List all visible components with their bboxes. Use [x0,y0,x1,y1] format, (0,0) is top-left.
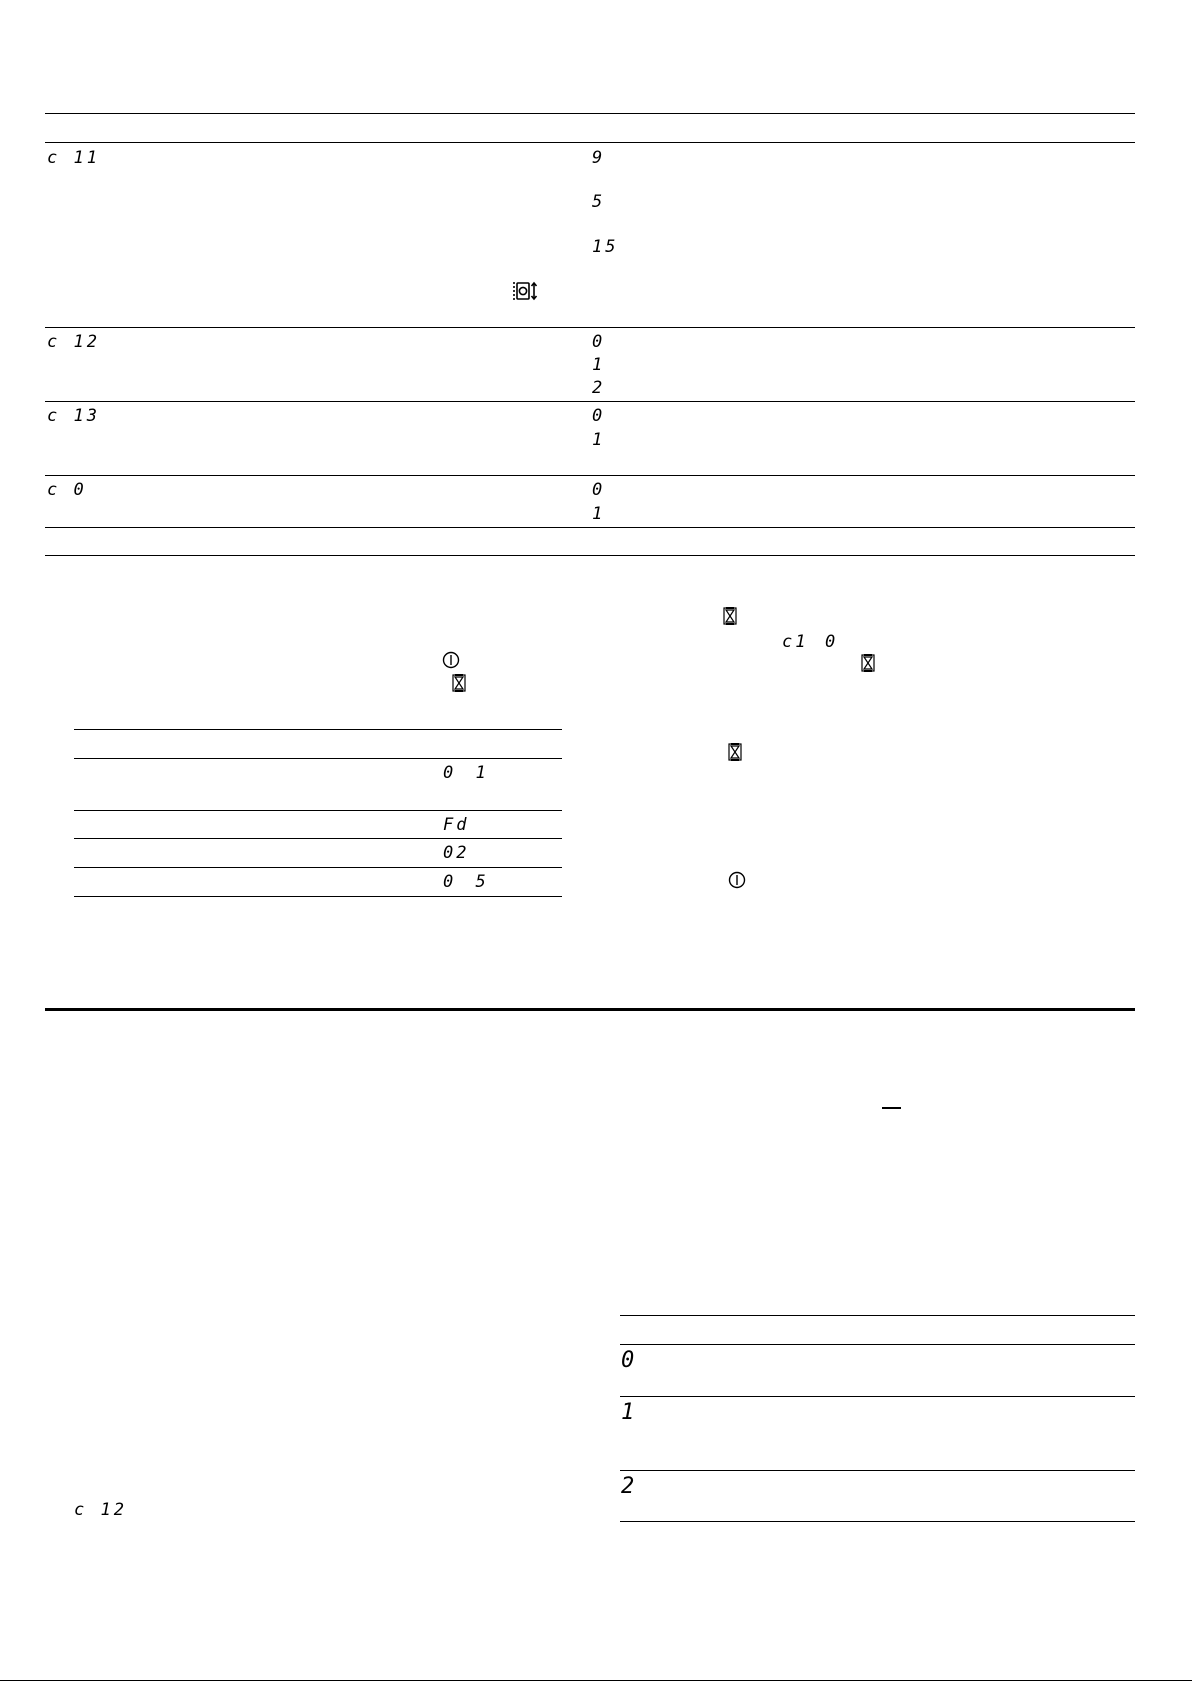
small-table-top-rule [74,729,562,730]
small-table-row-rule [74,810,562,811]
table-row-rule [45,475,1135,476]
small-table-value: 02 [443,843,470,863]
setting-value: 1 [592,355,606,375]
setting-code-c12: c 12 [47,332,100,352]
setting-code-c11: c 11 [47,148,100,168]
small-table-value: Fd [443,815,470,835]
setting-value: 0 [592,406,606,426]
hourglass-icon [452,674,466,692]
table-bottom-rule [45,555,1135,556]
setting-value: 2 [592,378,606,398]
step-code-c1: c1 [782,632,809,652]
step-code-0: 0 [825,632,839,652]
option-value: 0 [621,1348,638,1373]
hourglass-icon [728,743,742,761]
table-bottom-rule [45,527,1135,528]
table-top-rule [45,113,1135,114]
small-table-row-rule [74,867,562,868]
power-icon [442,651,460,669]
power-icon [728,871,746,889]
table-header-rule [45,142,1135,143]
small-table-value: 0 1 [443,763,492,783]
options-table-header-rule [620,1344,1135,1345]
hourglass-icon [861,654,875,672]
small-table-header-rule [74,758,562,759]
hourglass-icon [723,607,737,625]
setting-value: 1 [592,504,606,524]
page-footer-rule [0,1680,1192,1681]
small-table-row-rule [74,838,562,839]
options-table-row-rule [620,1470,1135,1471]
setting-code-c0: c 0 [47,480,87,500]
flex-zone-icon [512,280,538,302]
small-table-value: 0 5 [443,872,492,892]
option-value: 2 [621,1474,638,1499]
setting-value: 9 [592,148,606,168]
table-row-rule [45,401,1135,402]
options-table-top-rule [620,1315,1135,1316]
setting-value: 1 [592,430,606,450]
option-value: 1 [621,1400,638,1425]
section-divider [45,1008,1135,1011]
setting-code-c12: c 12 [74,1500,127,1520]
small-table-bottom-rule [74,896,562,897]
setting-code-c13: c 13 [47,406,100,426]
setting-value: 0 [592,480,606,500]
options-table-bottom-rule [620,1521,1135,1522]
setting-value: 0 [592,332,606,352]
minus-icon [882,1107,901,1109]
setting-value: 5 [592,192,606,212]
table-row-rule [45,327,1135,328]
options-table-row-rule [620,1396,1135,1397]
setting-value: 15 [592,237,619,257]
